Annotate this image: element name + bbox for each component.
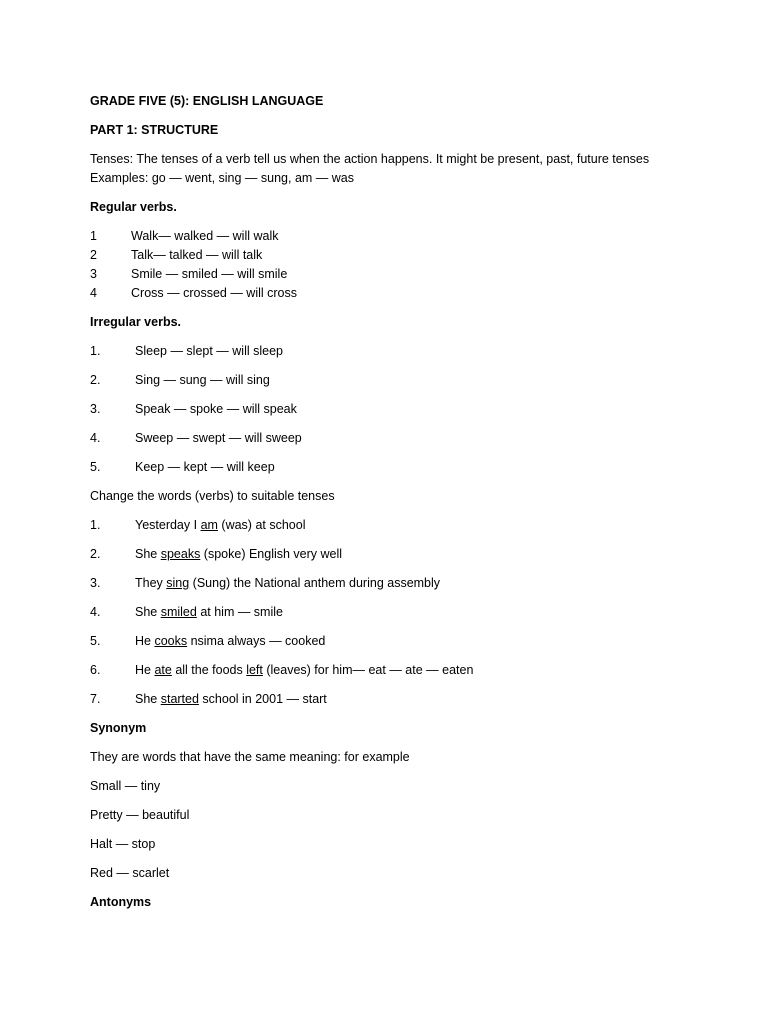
exercise-list bbox=[90, 516, 690, 709]
list-item: 4. She smiled at him — smile bbox=[90, 605, 283, 619]
part-heading: PART 1: STRUCTURE bbox=[90, 123, 219, 137]
list-item: Halt — stop bbox=[90, 837, 156, 851]
list-item: 4. Sweep — swept — will sweep bbox=[90, 431, 302, 445]
list-item: 1. Sleep — slept — will sleep bbox=[90, 344, 283, 358]
underlined-word: started bbox=[160, 692, 199, 706]
underlined-word: smiled bbox=[160, 605, 197, 619]
underlined-word: speaks bbox=[160, 547, 201, 561]
underlined-word: am bbox=[200, 518, 218, 532]
list-item: 1. Yesterday I am (was) at school bbox=[90, 518, 306, 532]
regular-verbs-list bbox=[90, 227, 690, 303]
tenses-paragraph bbox=[90, 150, 690, 188]
list-item: 4 Cross — crossed — will cross bbox=[90, 286, 297, 300]
synonym-heading: Synonym bbox=[90, 721, 147, 735]
tenses-definition: Tenses: The tenses of a verb tell us when the action happens. It might be present, past, future tenses bbox=[90, 152, 650, 166]
document-body bbox=[90, 92, 690, 912]
document-title: GRADE FIVE (5): ENGLISH LANGUAGE bbox=[90, 94, 324, 108]
list-item: Red — scarlet bbox=[90, 866, 170, 880]
list-item: 2 Talk— talked — will talk bbox=[90, 248, 263, 262]
synonym-intro: They are words that have the same meaning: for example bbox=[90, 750, 410, 764]
list-item: 5. Keep — kept — will keep bbox=[90, 460, 275, 474]
underlined-word: left bbox=[246, 663, 263, 677]
list-item: 7. She started school in 2001 — start bbox=[90, 692, 327, 706]
synonym-list bbox=[90, 777, 690, 883]
underlined-word: sing bbox=[166, 576, 190, 590]
list-item: 3. They sing (Sung) the National anthem during assembly bbox=[90, 576, 441, 590]
list-item: 3 Smile — smiled — will smile bbox=[90, 267, 288, 281]
list-item: Pretty — beautiful bbox=[90, 808, 190, 822]
list-item: Small — tiny bbox=[90, 779, 161, 793]
irregular-verbs-heading: Irregular verbs. bbox=[90, 315, 182, 329]
list-item: 1 Walk— walked — will walk bbox=[90, 229, 279, 243]
list-item: 5. He cooks nsima always — cooked bbox=[90, 634, 326, 648]
irregular-verbs-list bbox=[90, 342, 690, 477]
antonyms-heading: Antonyms bbox=[90, 895, 152, 909]
underlined-word: cooks bbox=[154, 634, 188, 648]
regular-verbs-heading: Regular verbs. bbox=[90, 200, 177, 214]
list-item: 3. Speak — spoke — will speak bbox=[90, 402, 297, 416]
list-item: 2. She speaks (spoke) English very well bbox=[90, 547, 343, 561]
exercise-instruction: Change the words (verbs) to suitable tenses bbox=[90, 489, 335, 503]
tenses-examples: Examples: go — went, sing — sung, am — was bbox=[90, 171, 354, 185]
list-item: 2. Sing — sung — will sing bbox=[90, 373, 270, 387]
underlined-word: ate bbox=[154, 663, 172, 677]
list-item: 6. He ate all the foods left (leaves) for him— eat — ate — eaten bbox=[90, 663, 474, 677]
